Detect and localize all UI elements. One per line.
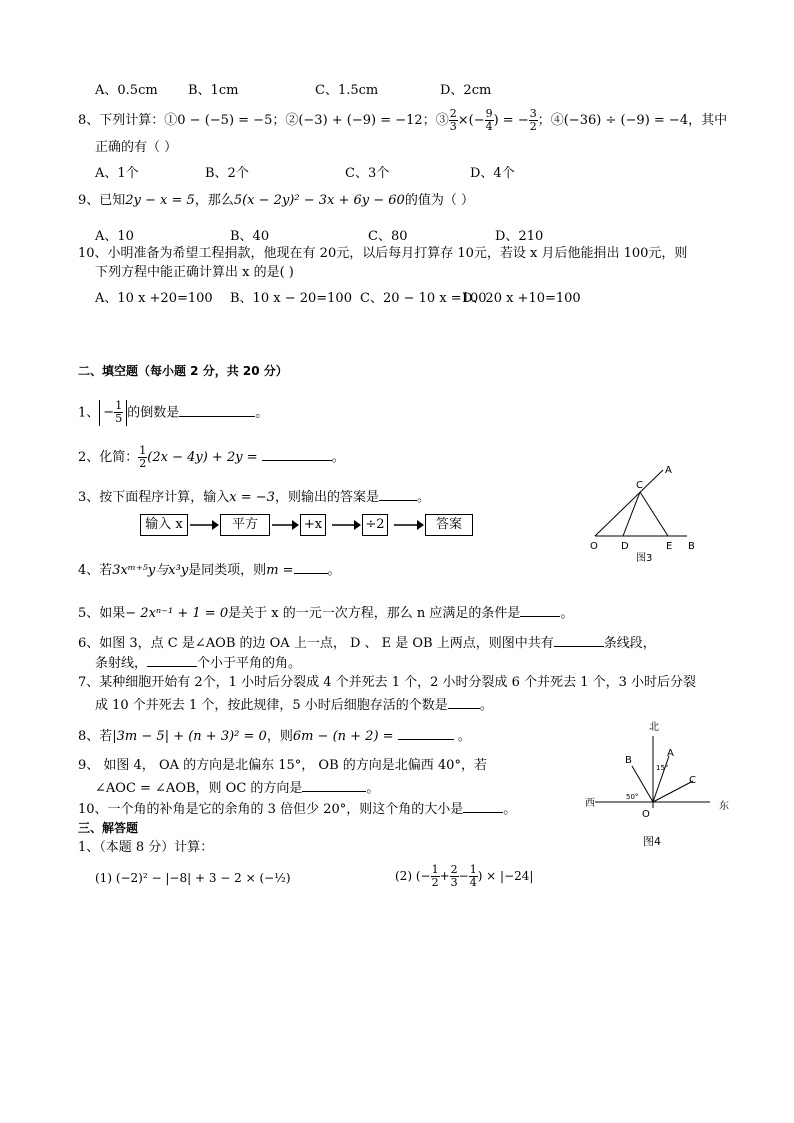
fig4-label-north: 北 — [649, 722, 659, 733]
fig4-caption: 图4 — [643, 835, 661, 848]
fig3-label-d: D — [621, 541, 629, 552]
q8-option-c: C、3个 — [345, 166, 390, 181]
fig3-caption: 图3 — [636, 553, 653, 564]
fig3-line-cd — [623, 492, 640, 536]
figure-3-diagram — [585, 460, 700, 565]
fill-9-blank — [302, 779, 366, 792]
fill-2: 2、化简： $\frac{1}{2}$ (2x − 4y) + 2y = 。 — [78, 444, 345, 470]
fill-7-blank — [448, 696, 480, 709]
q7-option-d: D、2cm — [440, 83, 492, 98]
flow-box-square: 平方 — [220, 514, 270, 536]
calc-problem-1: (1) (−2)² − |−8| + 3 − 2 × (−½) — [95, 871, 291, 885]
flow-arrow-3 — [328, 514, 362, 534]
fill-6-line1: 6、如图 3，点 C 是∠AOB 的边 OA 上一点， D 、 E 是 OB 上两点，则图中共有 条线段， — [78, 636, 656, 651]
q8-option-a: A、1个 — [95, 166, 139, 181]
fill-6-blank-rays — [147, 654, 197, 667]
q10-option-a: A、10 x +20=100 — [95, 291, 213, 306]
calc-problem-2: (2) (− $\frac{1}{2}$ + $\frac{2}{3}$ − $\frac{1}{4}$ ) × |−24| — [395, 863, 534, 889]
fig3-label-b: B — [688, 541, 695, 552]
q10-option-d: D、20 x +10=100 — [462, 291, 581, 306]
question-10-line2: 下列方程中能正确计算出 x 的是( ) — [95, 265, 294, 280]
question-8-continuation: 正确的有（ ） — [95, 140, 178, 155]
q7-option-c: C、1.5cm — [315, 83, 379, 98]
flow-arrow-1 — [188, 514, 220, 534]
q9-option-d: D、210 — [495, 229, 544, 244]
fill-7-line1: 7、某种细胞开始有 2个，1 小时后分裂成 4 个并死去 1 个，2 小时分裂成 6 个并死去 1 个，3 小时后分裂 — [78, 675, 697, 690]
q8-option-b: B、2个 — [205, 166, 249, 181]
q9-option-c: C、80 — [368, 229, 408, 244]
q10-option-b: B、10 x − 20=100 — [230, 291, 352, 306]
flow-arrow-4 — [390, 514, 425, 534]
question-8: 8、下列计算：①0 − (−5) = −5；②(−3) + (−9) = −12；③ $\frac{2}{3}$ ×(− $\frac{9}{4}$ ) = − $\frac{3}{2}$ ；④(−36) ÷ (−9) = −4，其中 — [78, 107, 728, 133]
fig4-label-b: B — [625, 755, 632, 766]
fig4-label-o: O — [642, 809, 650, 820]
fig4-label-c: C — [689, 775, 696, 786]
flow-box-divide-2: ÷2 — [362, 514, 388, 536]
fill-9-line2: ∠AOC = ∠AOB，则 OC 的方向是 。 — [95, 781, 380, 796]
q8-option-d: D、4个 — [470, 166, 515, 181]
fill-8: 8、若|3m − 5| + (n + 3)² = 0，则6m − (n + 2) = 。 — [78, 729, 471, 744]
fill-2-blank — [262, 448, 332, 461]
fig4-label-a: A — [667, 748, 674, 759]
fill-4: 4、若3xᵐ⁺⁵y与x³y是同类项，则m = 。 — [78, 563, 341, 578]
fill-4-blank — [294, 561, 328, 574]
fig4-label-50: 50° — [626, 793, 639, 801]
fill-7-line2: 成 10 个并死去 1 个，按此规律，5 小时后细胞存活的个数是 。 — [95, 698, 493, 713]
fill-5-blank — [520, 604, 560, 617]
fig3-label-o: O — [590, 541, 598, 552]
figure-4-diagram — [585, 718, 735, 853]
flow-arrow-2 — [270, 514, 300, 534]
q9-option-b: B、40 — [230, 229, 270, 244]
fill-5: 5、如果− 2xⁿ⁻¹ + 1 = 0是关于 x 的一元一次方程，那么 n 应满足的条件是 。 — [78, 606, 574, 621]
flow-box-plus-x: +x — [300, 514, 326, 536]
fill-10-blank — [463, 800, 503, 813]
section-2-title: 二、填空题（每小题 2 分，共 20 分） — [78, 364, 288, 378]
flow-box-input: 输入 x — [140, 514, 188, 536]
question-9: 9、已知2y − x = 5，那么5(x − 2y)² − 3x + 6y − 60的值为（ ） — [78, 193, 474, 208]
q9-option-a: A、10 — [95, 229, 134, 244]
fill-6-blank-segments — [554, 634, 604, 647]
fill-3: 3、按下面程序计算，输入x = −3，则输出的答案是 。 — [78, 490, 430, 505]
fig3-label-c: C — [636, 480, 643, 491]
fig3-line-oa — [595, 470, 663, 536]
fill-3-blank — [379, 488, 417, 501]
q7-option-a: A、0.5cm — [95, 83, 158, 98]
question-10-line1: 10、小明准备为希望工程捐款，他现在有 20元，以后每月打算存 10元，若设 x 月后他能捐出 100元，则 — [78, 246, 688, 261]
fig3-label-e: E — [666, 541, 673, 552]
fig3-label-a: A — [665, 465, 672, 476]
fill-1: 1、 − $\frac{1}{5}$ 的倒数是 。 — [78, 399, 269, 425]
flow-box-answer: 答案 — [425, 514, 473, 536]
fig3-line-ce — [640, 492, 668, 536]
fig4-label-west: 西 — [585, 798, 595, 809]
fig4-label-east: 东 — [719, 801, 729, 812]
fig4-label-15: 15° — [656, 764, 669, 772]
fill-8-blank — [398, 727, 454, 740]
fill-10: 10、一个角的补角是它的余角的 3 倍但少 20°，则这个角的大小是 。 — [78, 802, 517, 817]
fill-6-line2: 条射线， 个小于平角的角。 — [95, 656, 302, 671]
fill-1-blank — [179, 404, 255, 417]
solve-1: 1、（本题 8 分）计算： — [78, 840, 214, 855]
q10-option-c: C、20 − 10 x =100 — [360, 291, 487, 306]
fill-9-line1: 9、 如图 4， OA 的方向是北偏东 15°， OB 的方向是北偏西 40°，若 — [78, 758, 487, 773]
section-3-title: 三、解答题 — [78, 821, 139, 835]
q7-option-b: B、1cm — [188, 83, 239, 98]
